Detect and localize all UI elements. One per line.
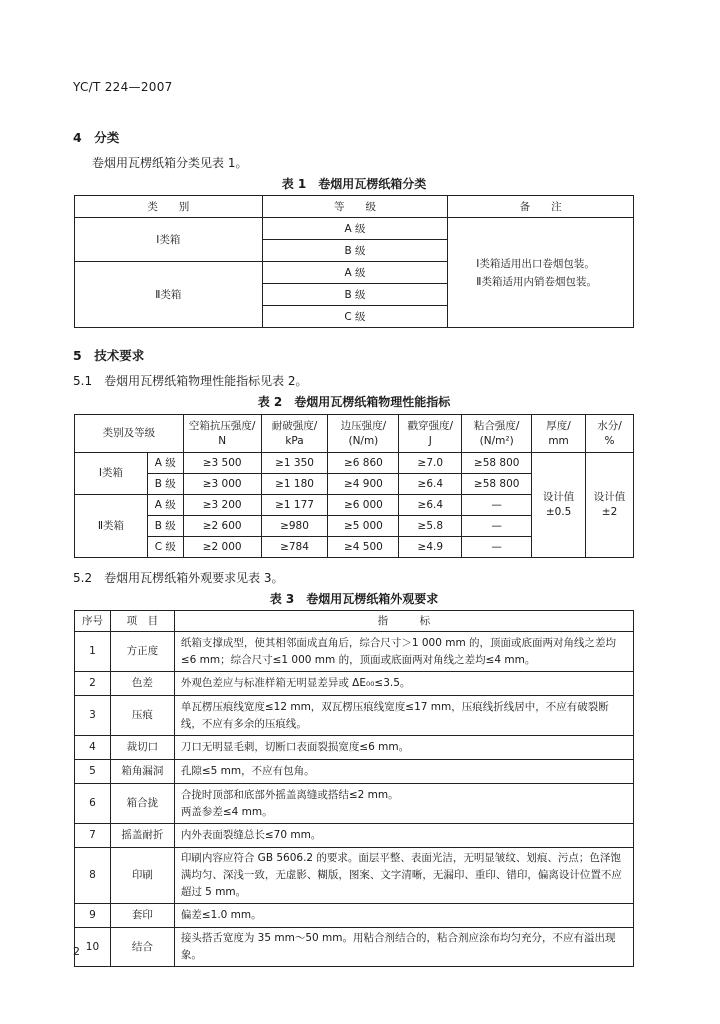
table-2-cell: ≥3 200 xyxy=(183,495,261,516)
table-1 xyxy=(74,195,634,328)
table-2-cell: ≥4.9 xyxy=(399,537,462,558)
table-3-row-no: 9 xyxy=(75,904,111,928)
table-2-cell: ≥5 000 xyxy=(328,516,399,537)
table-1-header-category: 类 别 xyxy=(75,196,263,218)
standard-code: YC/T 224—2007 xyxy=(73,80,173,94)
table-1-grade: A 级 xyxy=(262,262,448,284)
table-2-header-edge-crush: 边压强度/ (N/m) xyxy=(328,415,399,453)
table-3-row-requirement: 刀口无明显毛刺，切断口表面裂损宽度≤6 mm。 xyxy=(174,736,633,760)
table-2-grade: A 级 xyxy=(147,495,183,516)
table-3-row-no: 10 xyxy=(75,928,111,967)
table-2-cell: ≥2 600 xyxy=(183,516,261,537)
section-4-paragraph: 卷烟用瓦楞纸箱分类见表 1。 xyxy=(92,156,248,170)
table-2-cell: ≥5.8 xyxy=(399,516,462,537)
table-3-row-no: 8 xyxy=(75,848,111,904)
table-2-cell: — xyxy=(462,495,532,516)
table-3-title: 表 3 卷烟用瓦楞纸箱外观要求 xyxy=(269,592,439,606)
table-3-row-no: 3 xyxy=(75,696,111,736)
table-3-row-requirement: 纸箱支撑成型，使其相邻面成直角后，综合尺寸＞1 000 mm 的，顶面或底面两对角线之差均≤6 mm；综合尺寸≤1 000 mm 的，顶面或底面两对角线之差均≤4 mm。 xyxy=(174,632,633,672)
table-3-row-item: 套印 xyxy=(110,904,174,928)
table-2-grade: A 级 xyxy=(147,453,183,474)
table-2-cell: ≥6 000 xyxy=(328,495,399,516)
table-3-row-item: 方正度 xyxy=(110,632,174,672)
table-2-cell: ≥2 000 xyxy=(183,537,261,558)
table-1-title: 表 1 卷烟用瓦楞纸箱分类 xyxy=(281,177,427,191)
table-2-header-bonding: 粘合强度/ (N/m²) xyxy=(462,415,532,453)
table-2-grade: C 级 xyxy=(147,537,183,558)
table-3-row-item: 色差 xyxy=(110,672,174,696)
table-2-cell: ≥980 xyxy=(261,516,328,537)
table-3-row-requirement: 印刷内容应符合 GB 5606.2 的要求。面层平整、表面光洁，无明显皱纹、划痕、污点；色泽饱满均匀、深浅一致，无虚影、糊版，图案、文字清晰，无漏印、重印、错印，偏离设计位置不应超过 5 mm。 xyxy=(174,848,633,904)
table-3-row-no: 2 xyxy=(75,672,111,696)
table-2-header-burst: 耐破强度/ kPa xyxy=(261,415,328,453)
table-2-header-puncture: 戳穿强度/ J xyxy=(399,415,462,453)
table-1-class-2: Ⅱ类箱 xyxy=(75,262,263,328)
table-3-row-requirement: 内外表面裂缝总长≤70 mm。 xyxy=(174,824,633,848)
table-1-header-remark: 备 注 xyxy=(448,196,634,218)
table-2-header-moisture: 水分/ % xyxy=(586,415,634,453)
table-3-row-no: 6 xyxy=(75,784,111,824)
table-2-header-compression: 空箱抗压强度/ N xyxy=(183,415,261,453)
table-2-moisture-value: 设计值 ±2 xyxy=(586,453,634,558)
table-3-row-item: 压痕 xyxy=(110,696,174,736)
table-3-header-no: 序号 xyxy=(75,611,111,632)
table-2-cell: ≥58 800 xyxy=(462,453,532,474)
table-3-header-spec: 指 标 xyxy=(174,611,633,632)
table-2-header-thickness: 厚度/ mm xyxy=(532,415,586,453)
table-3-row-no: 4 xyxy=(75,736,111,760)
table-3-requirement-line: 合拢时顶部和底部外摇盖离缝或搭结≤2 mm。 xyxy=(180,788,399,801)
table-1-remark-line-2: Ⅱ类箱适用内销卷烟包装。 xyxy=(476,275,597,288)
table-1-grade: C 级 xyxy=(262,306,448,328)
section-5-heading: 5 技术要求 xyxy=(73,348,145,363)
table-3-row-requirement: 接头搭舌宽度为 35 mm～50 mm。用粘合剂结合的，粘合剂应涂布均匀充分，不应有溢出现象。 xyxy=(174,928,633,967)
table-3-row-item: 箱角漏洞 xyxy=(110,760,174,784)
table-3-row-requirement: 外观色差应与标准样箱无明显差异或 ΔE₀₀≤3.5。 xyxy=(174,672,633,696)
table-1-remark xyxy=(448,218,634,328)
table-2-class-1: Ⅰ类箱 xyxy=(75,453,148,495)
table-1-class-1: Ⅰ类箱 xyxy=(75,218,263,262)
table-3-row-no: 5 xyxy=(75,760,111,784)
table-2-cell: — xyxy=(462,537,532,558)
table-1-grade: B 级 xyxy=(262,240,448,262)
table-3-row-item: 箱合拢 xyxy=(110,784,174,824)
section-5-1-paragraph: 5.1 卷烟用瓦楞纸箱物理性能指标见表 2。 xyxy=(73,374,308,388)
table-3-requirement-line: 两盖参差≤4 mm。 xyxy=(180,805,273,818)
table-2-cell: ≥4 500 xyxy=(328,537,399,558)
table-1-grade: B 级 xyxy=(262,284,448,306)
table-2-class-2: Ⅱ类箱 xyxy=(75,495,148,558)
table-1-remark-line-1: Ⅰ类箱适用出口卷烟包装。 xyxy=(476,257,595,270)
section-5-2-paragraph: 5.2 卷烟用瓦楞纸箱外观要求见表 3。 xyxy=(73,571,284,585)
table-1-header-grade: 等 级 xyxy=(262,196,448,218)
table-3-row-item: 摇盖耐折 xyxy=(110,824,174,848)
table-2-header-class-grade: 类别及等级 xyxy=(75,415,184,453)
table-3-row-item: 印刷 xyxy=(110,848,174,904)
table-2-cell: ≥58 800 xyxy=(462,474,532,495)
table-3 xyxy=(74,610,634,967)
table-3-row-requirement: 单瓦楞压痕线宽度≤12 mm，双瓦楞压痕线宽度≤17 mm，压痕线折线居中，不应有破裂断线，不应有多余的压痕线。 xyxy=(174,696,633,736)
section-4-heading: 4 分类 xyxy=(73,130,120,145)
table-2-grade: B 级 xyxy=(147,516,183,537)
table-3-row-requirement: 孔隙≤5 mm，不应有包角。 xyxy=(174,760,633,784)
table-3-row-requirement: 偏差≤1.0 mm。 xyxy=(174,904,633,928)
table-2-thickness-value: 设计值 ±0.5 xyxy=(532,453,586,558)
table-2-cell: ≥6.4 xyxy=(399,495,462,516)
table-2-cell: ≥7.0 xyxy=(399,453,462,474)
table-2-grade: B 级 xyxy=(147,474,183,495)
table-3-row-requirement xyxy=(174,784,633,824)
table-3-row-item: 结合 xyxy=(110,928,174,967)
table-3-row-no: 7 xyxy=(75,824,111,848)
table-2-cell: ≥1 350 xyxy=(261,453,328,474)
table-2-cell: ≥4 900 xyxy=(328,474,399,495)
table-2-cell: ≥6.4 xyxy=(399,474,462,495)
table-3-header-item: 项 目 xyxy=(110,611,174,632)
table-3-row-no: 1 xyxy=(75,632,111,672)
table-2-title: 表 2 卷烟用瓦楞纸箱物理性能指标 xyxy=(257,395,451,409)
table-2-cell: ≥784 xyxy=(261,537,328,558)
table-2-cell: — xyxy=(462,516,532,537)
table-2-cell: ≥1 177 xyxy=(261,495,328,516)
table-3-row-item: 裁切口 xyxy=(110,736,174,760)
table-2-cell: ≥1 180 xyxy=(261,474,328,495)
table-2-cell: ≥3 000 xyxy=(183,474,261,495)
table-2-cell: ≥6 860 xyxy=(328,453,399,474)
table-2-cell: ≥3 500 xyxy=(183,453,261,474)
table-1-grade: A 级 xyxy=(262,218,448,240)
table-2 xyxy=(74,414,634,558)
page-number: 2 xyxy=(73,945,80,958)
